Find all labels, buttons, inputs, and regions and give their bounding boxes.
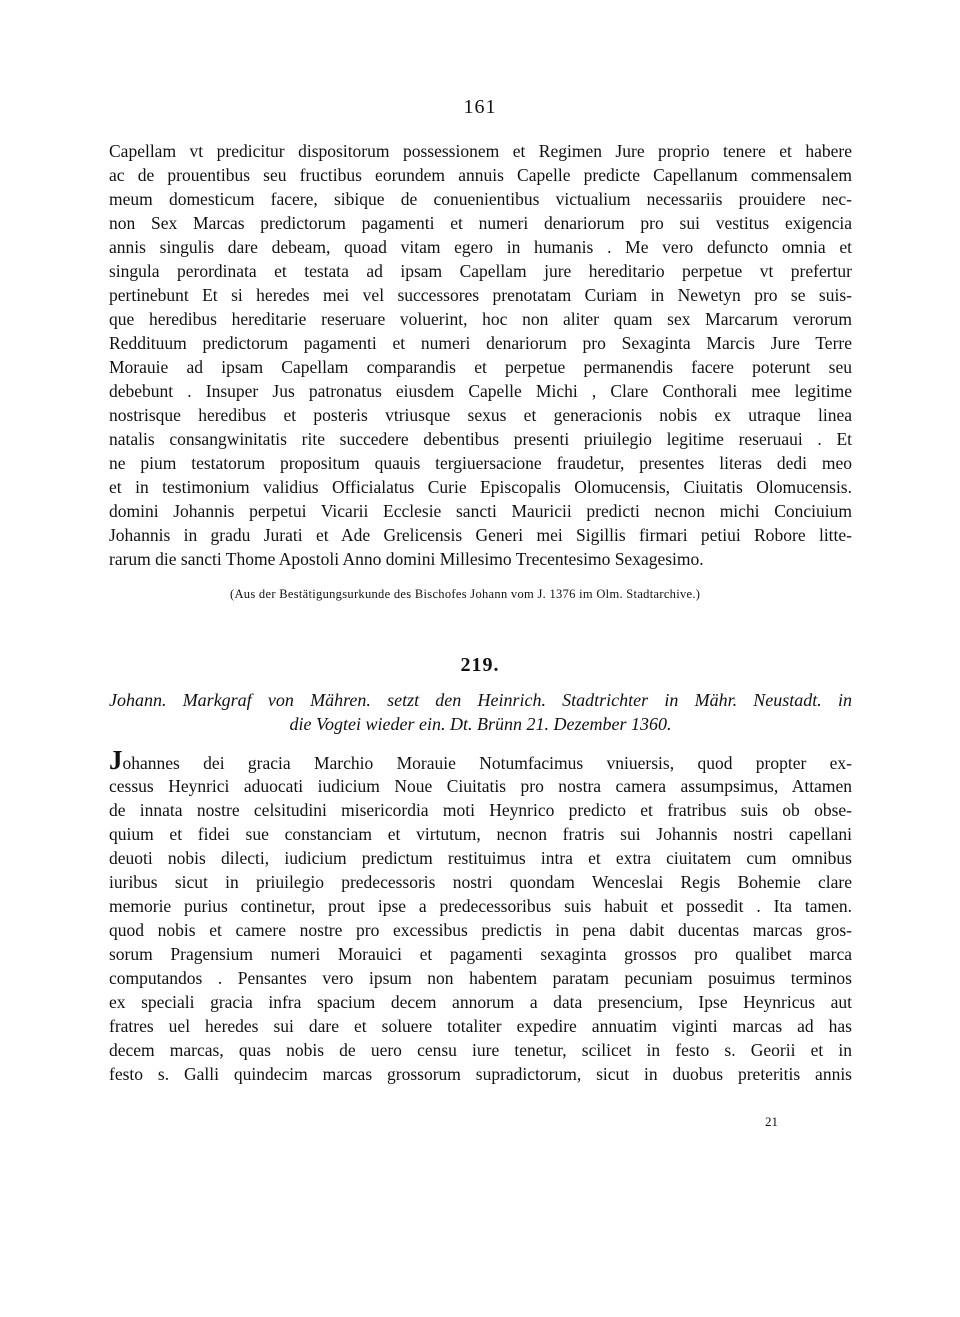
text-line: Morauie ad ipsam Capellam comparandis et perpetue permanendis facere poterunt seu [109,357,852,377]
text-line: ex speciali gracia infra spacium decem annorum a data presencium, Ipse Heynricus aut [109,992,852,1012]
source-note: (Aus der Bestätigungsurkunde des Bischofes Johann vom J. 1376 im Olm. Stadtarchive.) [230,587,701,601]
text-line: de innata nostre celsitudini misericordia moti Heynrico predicto et fratribus suis ob obse- [109,800,852,820]
text-line: computandos . Pensantes vero ipsum non habentem paratam pecuniam posuimus terminos [109,968,852,988]
page-number: 161 [463,96,497,118]
first-line-text: ohannes dei gracia Marchio Morauie Notumfacimus vniuersis, quod propter ex- [122,753,852,773]
text-line: nostrisque heredibus et posteris vtriusque sexus et generacionis nobis ex utraque linea [109,405,852,425]
text-line: debebunt . Insuper Jus patronatus eiusdem Capelle Michi , Clare Conthorali mee legitime [109,381,852,401]
text-line: domini Johannis perpetui Vicarii Ecclesie sancti Mauricii predicti necnon michi Conciuium [109,501,852,521]
text-line: non Sex Marcas predictorum pagamenti et numeri denariorum pro sui vestitus exigencia [109,213,852,233]
text-line: annis singulis dare debeam, quoad vitam egero in humanis . Me vero defuncto omnia et [109,237,852,257]
text-line: meum domesticum facere, sibique de conuenientibus victualium necessariis prouidere nec- [109,189,852,209]
text-line: pertinebunt Et si heredes mei vel successores prenotatam Curiam in Newetyn pro se suis- [109,285,852,305]
text-line: cessus Heynrici aduocati iudicium Noue Ciuitatis pro nostra camera assumpsimus, Attamen [109,776,852,796]
text-line: fratres uel heredes sui dare et soluere totaliter expedire annuatim viginti marcas ad has [109,1016,852,1036]
text-line: et in testimonium validius Officialatus Curie Episcopalis Olomucensis, Ciuitatis Olomucensis. [109,477,852,497]
text-line: ne pium testatorum propositum quauis tergiuersacione fraudetur, presentes literas dedi meo [109,453,852,473]
text-line: rarum die sancti Thome Apostoli Anno domini Millesimo Trecentesimo Sexagesimo. [109,549,704,569]
text-line: quium et fidei sue constanciam et virtutum, necnon fratris sui Johannis nostri capellani [109,824,852,844]
text-line: que heredibus hereditarie reseruare voluerint, hoc non aliter quam sex Marcarum verorum [109,309,852,329]
document-heading [109,688,852,736]
text-line: memorie purius continetur, prout ipse a predecessoribus suis habuit et possedit . Ita tamen. [109,896,852,916]
text-line: sorum Pragensium numeri Morauici et pagamenti sexaginta grossos pro qualibet marca [109,944,852,964]
text-line: quod nobis et camere nostre pro excessibus predictis in pena dabit ducentas marcas gros- [109,920,852,940]
text-line: deuoti nobis dilecti, iudicium predictum restituimus intra et extra ciuitatem cum omnibus [109,848,852,868]
text-line: Reddituum predictorum pagamenti et numeri denariorum pro Sexaginta Marcis Jure Terre [109,333,852,353]
text-line: Capellam vt predicitur dispositorum possessionem et Regimen Jure proprio tenere et habere [109,141,852,161]
text-line: festo s. Galli quindecim marcas grossorum supradictorum, sicut in duobus preteritis annis [109,1064,852,1084]
text-line: ac de prouentibus seu fructibus eorundem annuis Capelle predicte Capellanum commensalem [109,165,852,185]
document-number: 219. [460,654,500,676]
second-text-block [109,745,852,1086]
text-line: decem marcas, quas nobis de uero censu iure tenetur, scilicet in festo s. Georii et in [109,1040,852,1060]
text-line: natalis consangwinitatis rite succedere debentibus presenti priuilegio legitime reseruaui . Et [109,429,852,449]
initial-letter: J [109,745,123,775]
signature-mark: 21 [765,1114,778,1129]
text-line-first [109,745,852,775]
heading-line: die Vogtei wieder ein. Dt. Brünn 21. Dezember 1360. [289,714,672,734]
text-line: singula perordinata et testata ad ipsam Capellam jure hereditario perpetue vt prefertur [109,261,852,281]
first-text-block [109,139,852,571]
text-line: Johannis in gradu Jurati et Ade Grelicensis Generi mei Sigillis firmari petiui Robore litte- [109,525,852,545]
text-line: iuribus sicut in priuilegio predecessoris nostri quondam Wenceslai Regis Bohemie clare [109,872,852,892]
heading-line: Johann. Markgraf von Mähren. setzt den Heinrich. Stadtrichter in Mähr. Neustadt. in [109,690,852,710]
